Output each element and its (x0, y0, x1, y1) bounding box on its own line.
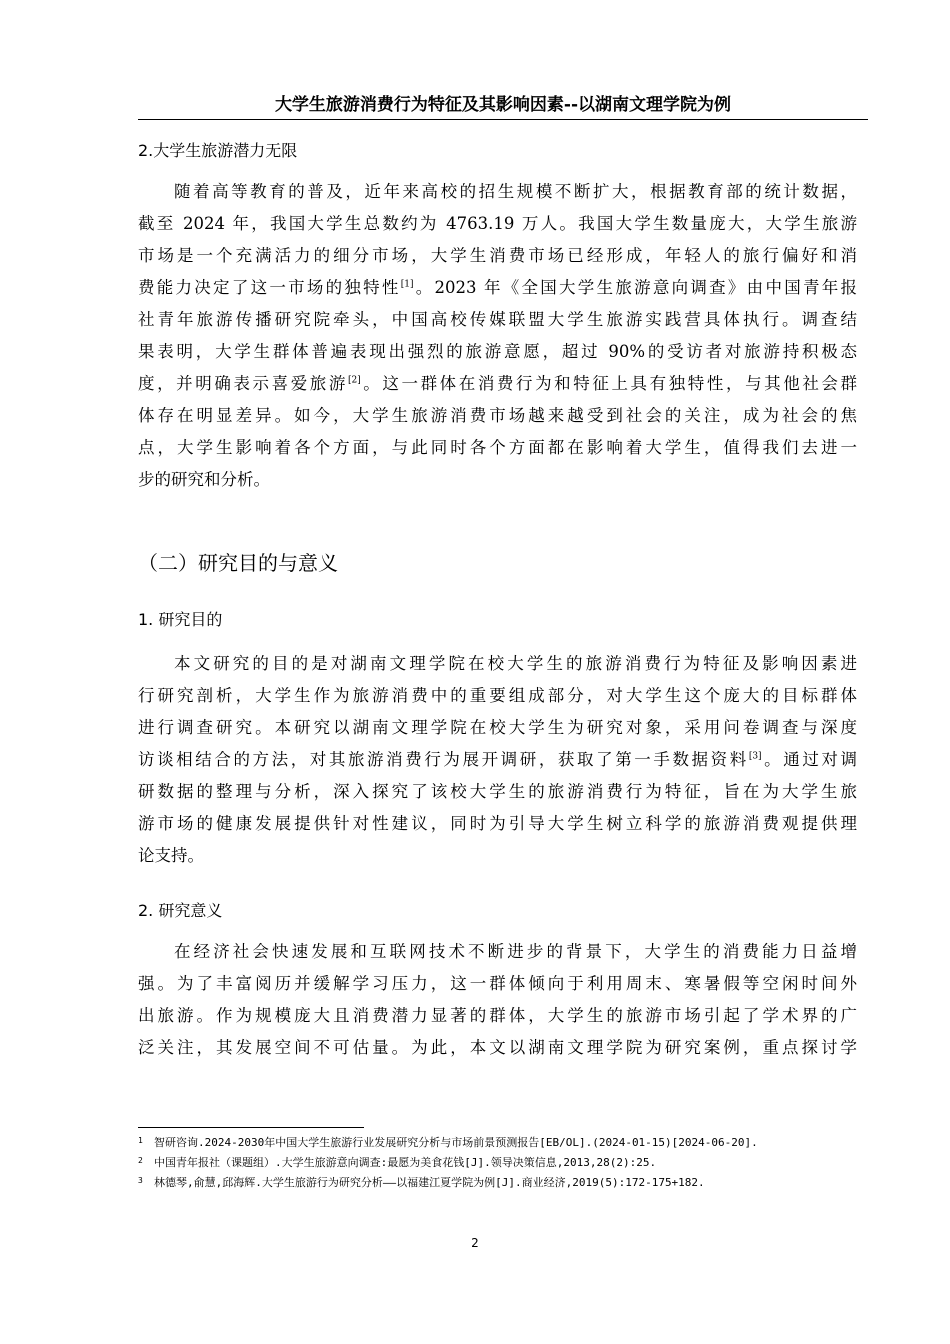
subsection-heading-significance: 2. 研究意义 (138, 901, 223, 920)
text-line: 行研究剖析，大学生作为旅游消费中的重要组成部分，对大学生这个庞大的目标群体 (138, 686, 857, 705)
text-line: 果表明，大学生群体普遍表现出强烈的旅游意愿，超过 90%的受访者对旅游持积极态 (138, 342, 857, 361)
footnote-text: 林德琴,俞慧,邱海辉.大学生旅游行为研究分析——以福建江夏学院为例[J].商业经济,2019(5):172-175+182. (154, 1176, 705, 1189)
subsection-heading-purpose: 1. 研究目的 (138, 610, 223, 629)
footnote-3 (138, 1175, 868, 1190)
footnotes (138, 1135, 868, 1195)
subsection-heading-talent-potential: 2.大学生旅游潜力无限 (138, 141, 298, 160)
text-line (138, 744, 857, 776)
text-line: 研数据的整理与分析，深入探究了该校大学生的旅游消费行为特征，旨在为大学生旅 (138, 782, 857, 801)
text-segment: 。这一群体在消费行为和特征上具有独特性，与其他社会群 (360, 374, 858, 393)
text-line: 随着高等教育的普及，近年来高校的招生规模不断扩大，根据教育部的统计数据， (174, 182, 857, 201)
text-line: 在经济社会快速发展和互联网技术不断进步的背景下，大学生的消费能力日益增 (174, 942, 857, 961)
footnote-separator (138, 1127, 364, 1128)
text-line: 点，大学生影响着各个方面，与此同时各个方面都在影响着大学生，值得我们去进一 (138, 438, 857, 457)
text-line (138, 368, 857, 400)
text-line: 泛关注，其发展空间不可估量。为此，本文以湖南文理学院为研究案例，重点探讨学 (138, 1038, 857, 1057)
footnote-mark: 3 (138, 1176, 143, 1185)
section-heading-purpose-significance: （二）研究目的与意义 (138, 551, 338, 575)
paragraph-purpose (138, 648, 857, 872)
running-header: 大学生旅游消费行为特征及其影响因素--以湖南文理学院为例 (138, 92, 868, 120)
citation-1[interactable]: [1] (400, 279, 414, 290)
paragraph-potential (138, 176, 857, 496)
text-line: 游市场的健康发展提供针对性建议，同时为引导大学生树立科学的旅游消费观提供理 (138, 814, 857, 833)
citation-2[interactable]: [2] (347, 375, 361, 386)
text-segment: 。通过对调 (761, 750, 858, 769)
text-segment: 。2023 年《全国大学生旅游意向调查》由中国青年报 (413, 278, 857, 297)
footnote-1 (138, 1135, 868, 1150)
text-line (138, 272, 857, 304)
text-segment: 度，并明确表示喜爱旅游 (138, 374, 348, 393)
text-line: 强。为了丰富阅历并缓解学习压力，这一群体倾向于利用周末、寒暑假等空闲时间外 (138, 974, 857, 993)
citation-3[interactable]: [3] (748, 751, 762, 762)
text-line: 社青年旅游传播研究院牵头，中国高校传媒联盟大学生旅游实践营具体执行。调查结 (138, 310, 857, 329)
footnote-text: 智研咨询.2024-2030年中国大学生旅游行业发展研究分析与市场前景预测报告[EB/OL].(2024-01-15)[2024-06-20]. (154, 1136, 758, 1149)
footnote-2 (138, 1155, 868, 1170)
text-line: 进行调查研究。本研究以湖南文理学院在校大学生为研究对象，采用问卷调查与深度 (138, 718, 857, 737)
text-line: 本文研究的目的是对湖南文理学院在校大学生的旅游消费行为特征及影响因素进 (174, 654, 857, 673)
paragraph-significance (138, 936, 857, 1064)
text-segment: 访谈相结合的方法，对其旅游消费行为展开调研，获取了第一手数据资料 (138, 750, 749, 769)
text-line: 步的研究和分析。 (138, 470, 270, 489)
text-line: 体存在明显差异。如今，大学生旅游消费市场越来越受到社会的关注，成为社会的焦 (138, 406, 857, 425)
text-segment: 费能力决定了这一市场的独特性 (138, 278, 401, 297)
footnote-text: 中国青年报社（课题组）.大学生旅游意向调查:最愿为美食花钱[J].领导决策信息,2013,28(2):25. (154, 1156, 657, 1169)
text-line: 出旅游。作为规模庞大且消费潜力显著的群体，大学生的旅游市场引起了学术界的广 (138, 1006, 857, 1025)
text-line: 截至 2024 年，我国大学生总数约为 4763.19 万人。我国大学生数量庞大，大学生旅游 (138, 214, 857, 233)
page-number: 2 (471, 1236, 479, 1250)
text-line: 论支持。 (138, 846, 204, 865)
footnote-mark: 2 (138, 1156, 143, 1165)
text-line: 市场是一个充满活力的细分市场，大学生消费市场已经形成，年轻人的旅行偏好和消 (138, 246, 857, 265)
footnote-mark: 1 (138, 1136, 143, 1145)
